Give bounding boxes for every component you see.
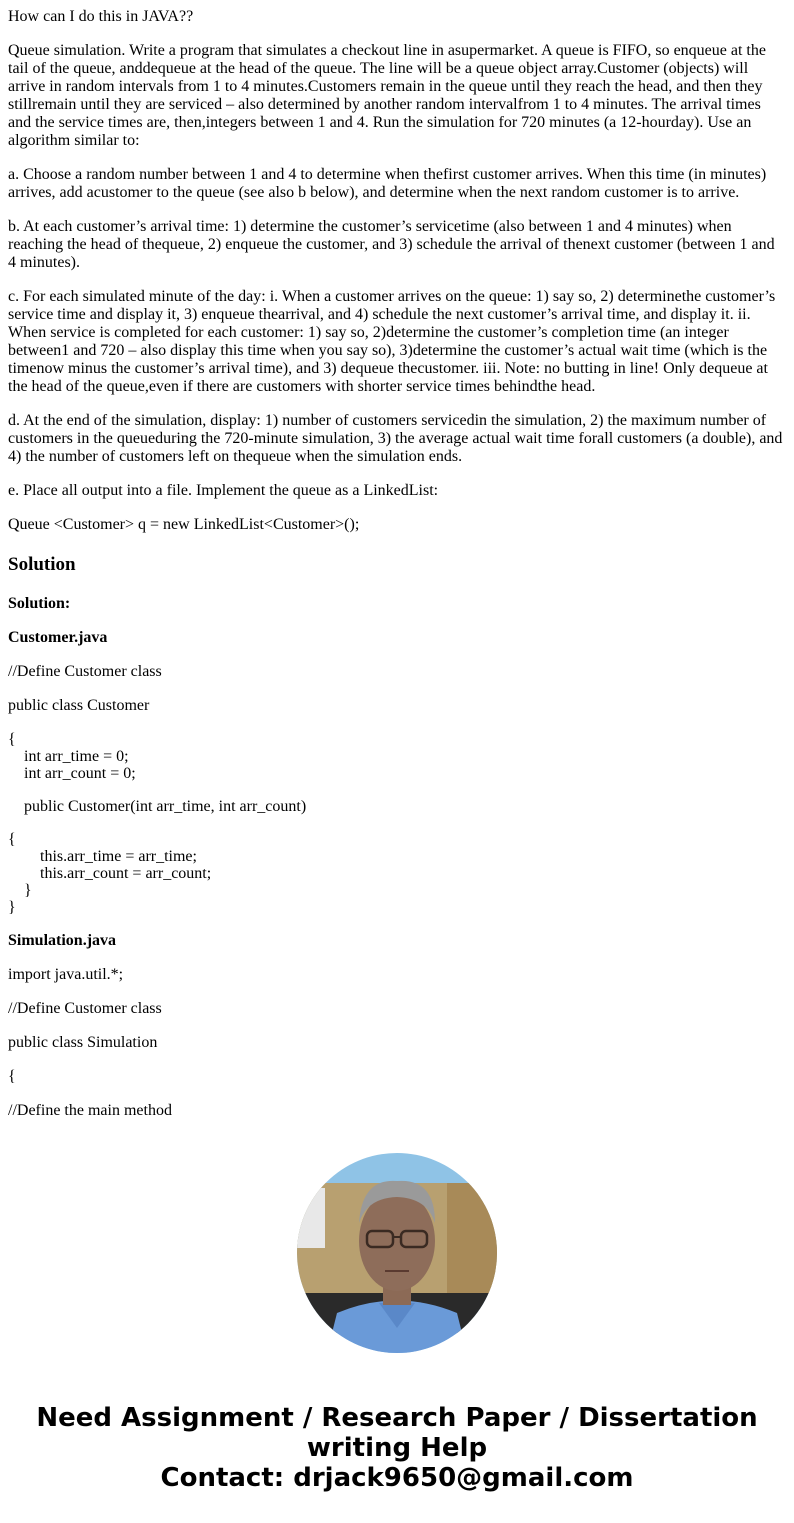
simulation-comment: //Define Customer class xyxy=(8,1000,162,1017)
customer-constructor-body xyxy=(8,831,786,916)
solution-heading: Solution xyxy=(8,554,76,575)
question-title: How can I do this in JAVA?? xyxy=(8,8,194,25)
promo-line-2: writing Help xyxy=(306,1433,488,1463)
avatar xyxy=(297,1153,497,1353)
customer-class-decl: public class Customer xyxy=(8,697,150,714)
simulation-filename: Simulation.java xyxy=(8,932,117,949)
code-line: this.arr_count = arr_count; xyxy=(8,865,212,882)
person-photo-icon xyxy=(297,1153,497,1353)
promo-line-1: Need Assignment / Research Paper / Dissertation xyxy=(36,1403,758,1433)
step-a: a. Choose a random number between 1 and 4 to determine when thefirst customer arrives. When this time (in minutes) arrives, add acustomer to the queue (see also b below), and determine when the next random customer is to arrive. xyxy=(8,166,767,201)
code-line: int arr_count = 0; xyxy=(8,765,136,782)
code-line: } xyxy=(8,899,16,916)
code-line: { xyxy=(8,731,16,748)
simulation-import: import java.util.*; xyxy=(8,966,124,983)
customer-comment: //Define Customer class xyxy=(8,663,162,680)
code-hint: Queue <Customer> q = new LinkedList<Customer>(); xyxy=(8,516,360,533)
step-c: c. For each simulated minute of the day: i. When a customer arrives on the queue: 1) say so, 2) determinethe customer’s service time and display it, 3) enqueue thearrival, and 4) schedule the next customer’s arrival time, and display it. ii. When service is completed for each customer: 1) say so, 2)determine the customer’s completion time (an integer between1 and 720 – also display this time when you say so), 3)determine the customer’s actual wait time (which is the timenow minus the customer’s arrival time), and 3) dequeue thecustomer. iii. Note: no butting in line! Only dequeue at the head of the queue,even if there are customers with shorter service times behindthe head. xyxy=(8,288,776,395)
simulation-main-comment: //Define the main method xyxy=(8,1102,172,1119)
code-line: } xyxy=(8,882,32,899)
code-line: int arr_time = 0; xyxy=(8,748,129,765)
customer-fields-block xyxy=(8,731,786,782)
promo-contact: Contact: drjack9650@gmail.com xyxy=(160,1463,634,1493)
solution-label: Solution: xyxy=(8,595,71,612)
customer-filename: Customer.java xyxy=(8,629,108,646)
step-d: d. At the end of the simulation, display: 1) number of customers servicedin the simulation, 2) the maximum number of customers in the queueduring the 720-minute simulation, 3) the average actual wait time forall customers (a double), and 4) the number of customers left on thequeue when the simulation ends. xyxy=(8,412,783,465)
customer-constructor-decl: public Customer(int arr_time, int arr_count) xyxy=(8,798,307,815)
code-line: { xyxy=(8,831,16,848)
code-line: this.arr_time = arr_time; xyxy=(8,848,197,865)
step-e: e. Place all output into a file. Implement the queue as a LinkedList: xyxy=(8,482,439,499)
simulation-class-decl: public class Simulation xyxy=(8,1034,158,1051)
step-b: b. At each customer’s arrival time: 1) determine the customer’s servicetime (also between 1 and 4 minutes) when reaching the head of thequeue, 2) enqueue the customer, and 3) schedule the arrival of thenext customer (between 1 and 4 minutes). xyxy=(8,218,775,271)
simulation-open-brace: { xyxy=(8,1068,16,1085)
promo-banner xyxy=(0,1403,794,1493)
question-intro: Queue simulation. Write a program that simulates a checkout line in asupermarket. A queue is FIFO, so enqueue at the tail of the queue, anddequeue at the head of the queue. The line will be a queue object array.Customer (objects) will arrive in random intervals from 1 to 4 minutes.Customers remain in the queue until they reach the head, and then they stillremain until they are serviced – also determined by another random intervalfrom 1 to 4 minutes. The arrival times and the service times are, then,integers between 1 and 4. Run the simulation for 720 minutes (a 12-hourday). Use an algorithm similar to: xyxy=(8,42,766,149)
